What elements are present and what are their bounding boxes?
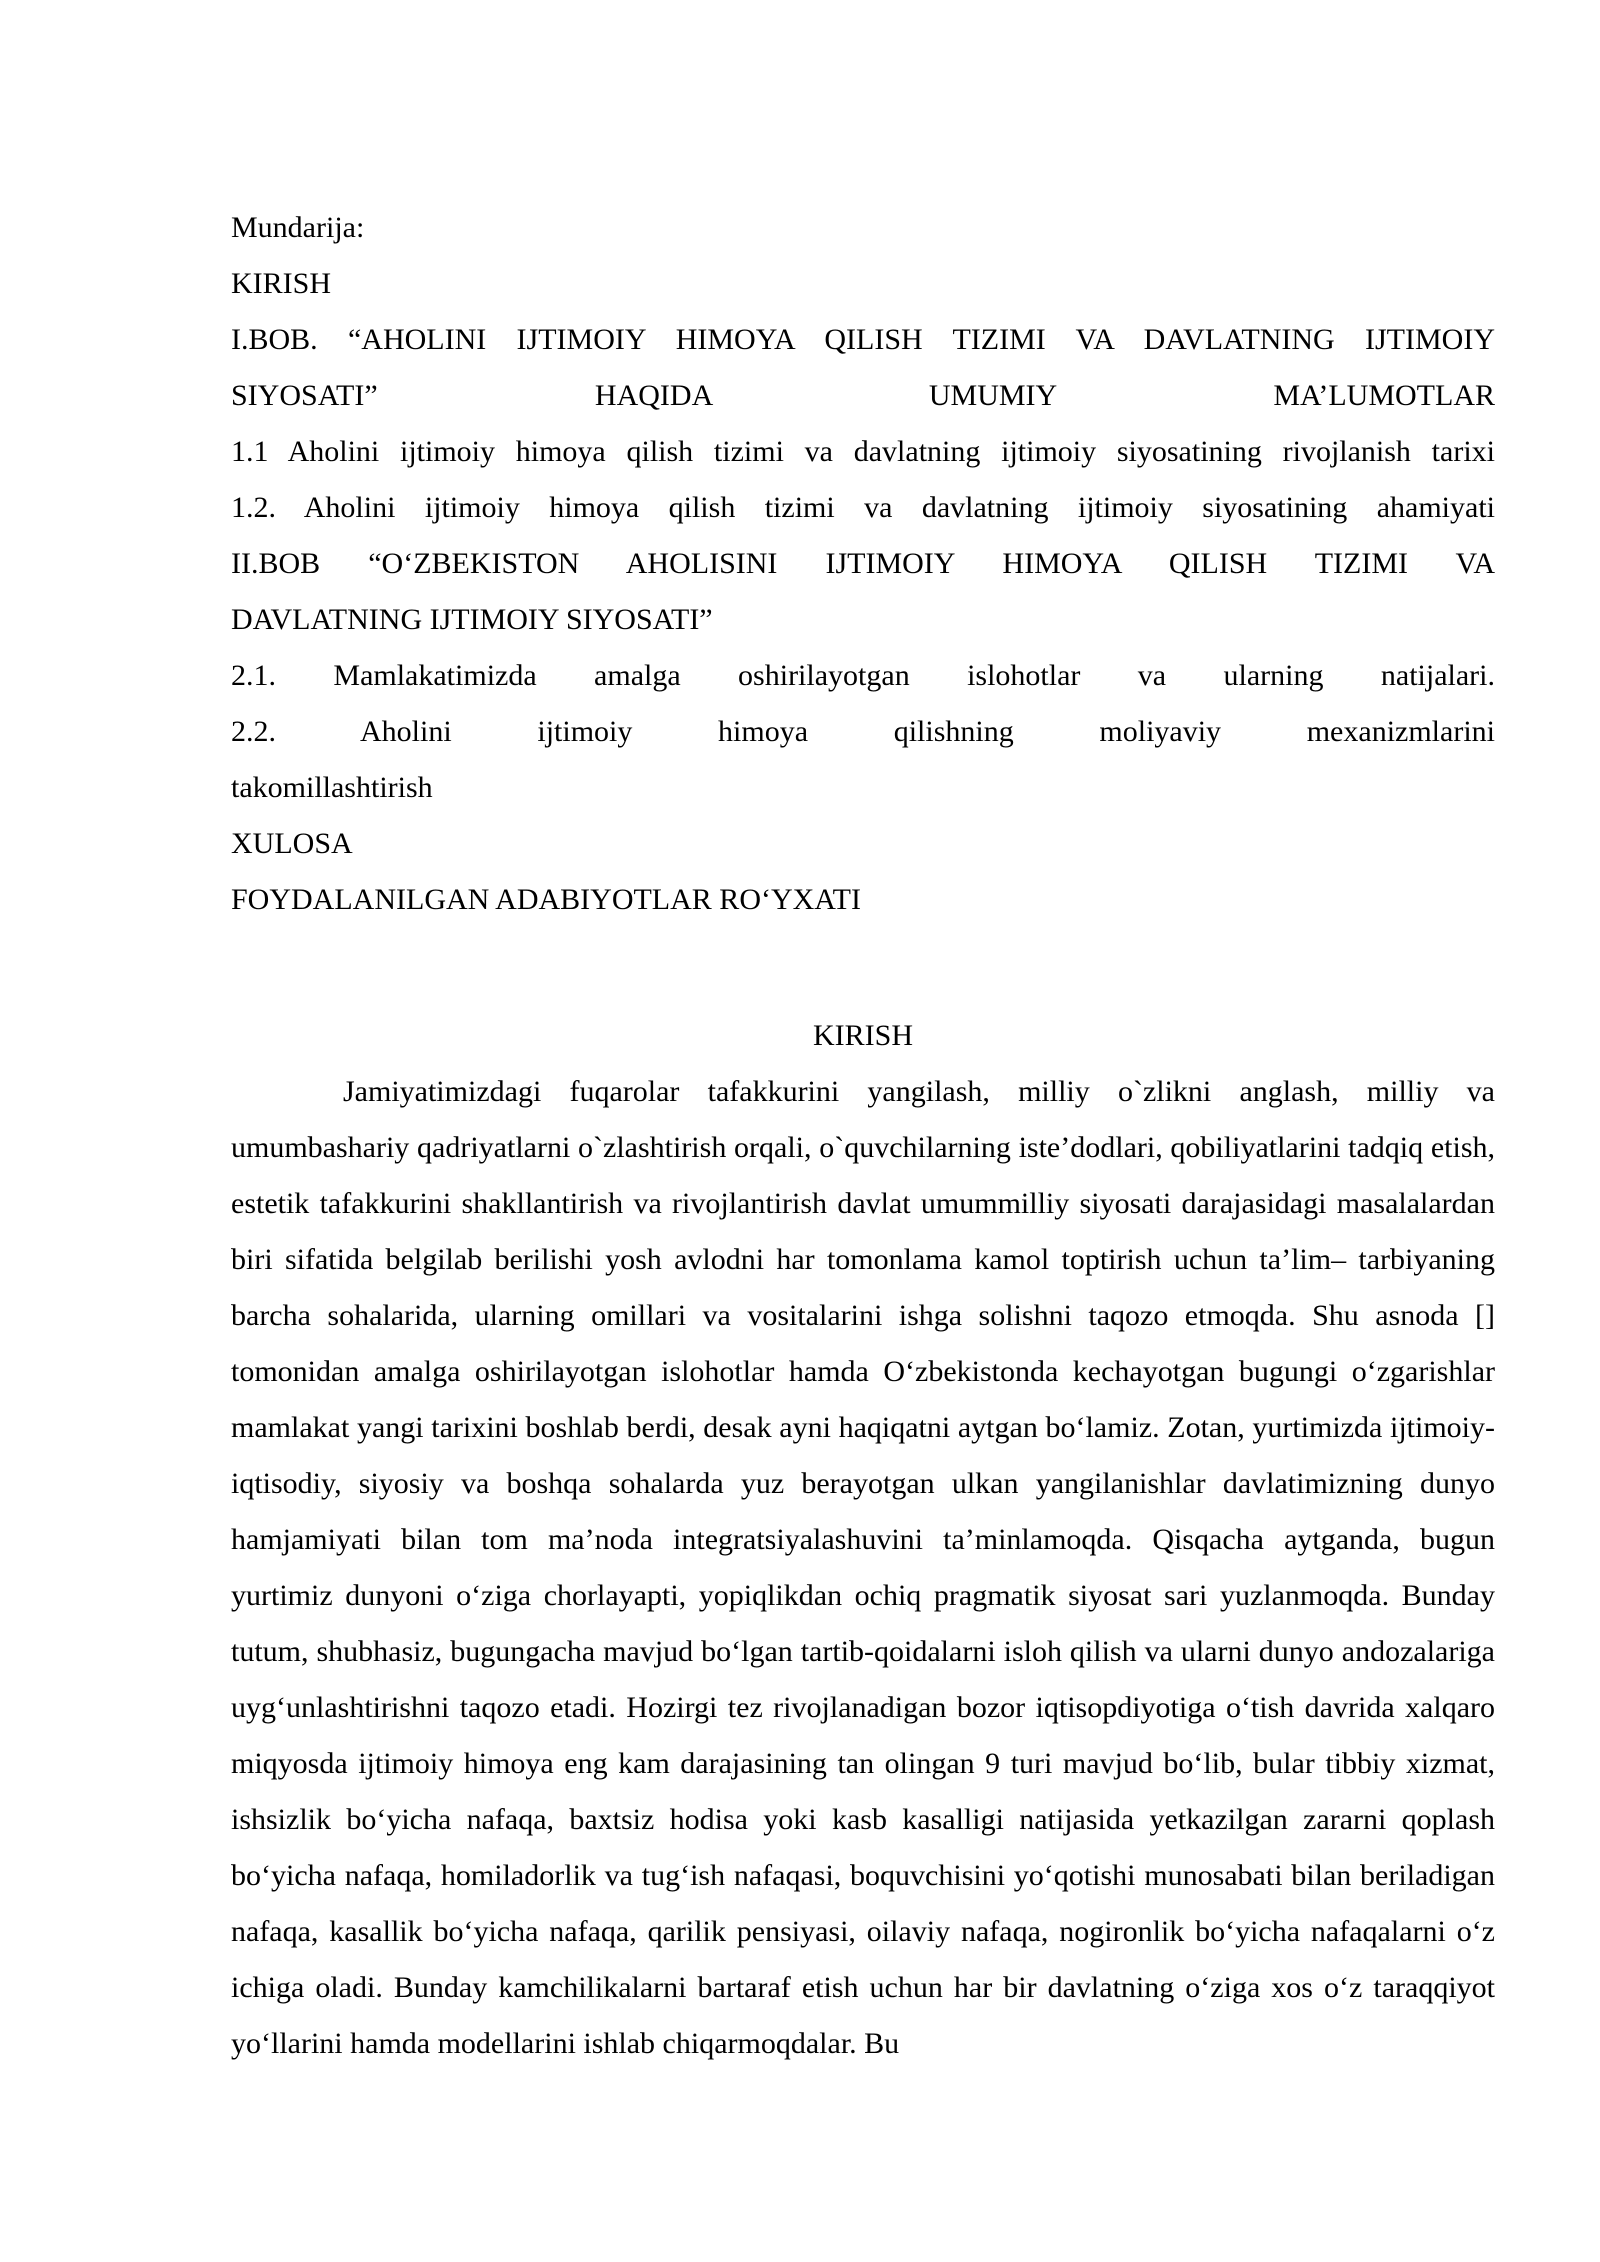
table-of-contents <box>231 200 1495 928</box>
section-heading: KIRISH <box>812 1019 913 1052</box>
intro-paragraph: Jamiyatimizdagi fuqarolar tafakkurini yangilash, milliy o`zlikni anglash, milliy va umumbashariy qadriyatlarni o`zlashtirish orqali, o`quvchilarning iste’dodlari, qobiliyatlarini tadqiq etish, estetik tafakkurini shakllantirish va rivojlantirish davlat umummilliy siyosati darajasidagi masalalardan biri sifatida belgilab berilishi yosh avlodni har tomonlama kamol toptirish uchun ta’lim– tarbiyaning barcha sohalarida, ularning omillari va vositalarini ishga solishni taqozo etmoqda. Shu asnoda [] tomonidan amalga oshirilayotgan islohotlar hamda O‘zbekistonda kechayotgan bugungi o‘zgarishlar mamlakat yangi tarixini boshlab berdi, desak ayni haqiqatni aytgan bo‘lamiz. Zotan, yurtimizda ijtimoiy-iqtisodiy, siyosiy va boshqa sohalarda yuz berayotgan ulkan yangilanishlar davlatimizning dunyo hamjamiyati bilan tom ma’noda integratsiyalashuvini ta’minlamoqda. Qisqacha aytganda, bugun yurtimiz dunyoni o‘ziga chorlayapti, yopiqlikdan ochiq pragmatik siyosat sari yuzlanmoqda. Bunday tutum, shubhasiz, bugungacha mavjud bo‘lgan tartib-qoidalarni isloh qilish va ularni dunyo andozalariga uyg‘unlashtirishni taqozo etadi. Hozirgi tez rivojlanadigan bozor iqtisopdiyotiga o‘tish davrida xalqaro miqyosda ijtimoiy himoya eng kam darajasining tan olingan 9 turi mavjud bo‘lib, bular tibbiy xizmat, ishsizlik bo‘yicha nafaqa, baxtsiz hodisa yoki kasb kasalligi natijasida yetkazilgan zararni qoplash bo‘yicha nafaqa, homiladorlik va tug‘ish nafaqasi, boquvchisini yo‘qotishi munosabati bilan beriladigan nafaqa, kasallik bo‘yicha nafaqa, qarilik pensiyasi, oilaviy nafaqa, nogironlik bo‘yicha nafaqalarni o‘z ichiga oladi. Bunday kamchilikalarni bartaraf etish uchun har bir davlatning o‘ziga xos o‘z taraqqiyot yo‘llarini hamda modellarini ishlab chiqarmoqdalar. Bu <box>231 1075 1495 2060</box>
toc-item-2-1: 2.1. Mamlakatimizda amalga oshirilayotgan islohotlar va ularning natijalari. <box>231 659 1495 692</box>
toc-item-2-2-line-1: 2.2. Aholini ijtimoiy himoya qilishning moliyaviy mexanizmlarini <box>231 715 1495 748</box>
toc-item-1-2: 1.2. Aholini ijtimoiy himoya qilish tizimi va davlatning ijtimoiy siyosatining ahamiyati <box>231 491 1495 524</box>
document-page <box>231 200 1495 2072</box>
toc-item-2-2-line-2: takomillashtirish <box>231 771 433 804</box>
toc-chapter-1-line-2: SIYOSATI” HAQIDA UMUMIY MA’LUMOTLAR <box>231 379 1495 412</box>
toc-item-conclusion: XULOSA <box>231 827 353 860</box>
toc-chapter-1-line-1: I.BOB. “AHOLINI IJTIMOIY HIMOYA QILISH TIZIMI VA DAVLATNING IJTIMOIY <box>231 323 1495 356</box>
toc-item-1-1: 1.1 Aholini ijtimoiy himoya qilish tizimi va davlatning ijtimoiy siyosatining rivojlanish tarixi <box>231 435 1495 468</box>
toc-chapter-2-line-2: DAVLATNING IJTIMOIY SIYOSATI” <box>231 603 713 636</box>
toc-chapter-2-line-1: II.BOB “O‘ZBEKISTON AHOLISINI IJTIMOIY HIMOYA QILISH TIZIMI VA <box>231 547 1495 580</box>
toc-title: Mundarija: <box>231 211 365 244</box>
toc-item-intro: KIRISH <box>231 267 332 300</box>
toc-item-references: FOYDALANILGAN ADABIYOTLAR RO‘YXATI <box>231 883 861 916</box>
